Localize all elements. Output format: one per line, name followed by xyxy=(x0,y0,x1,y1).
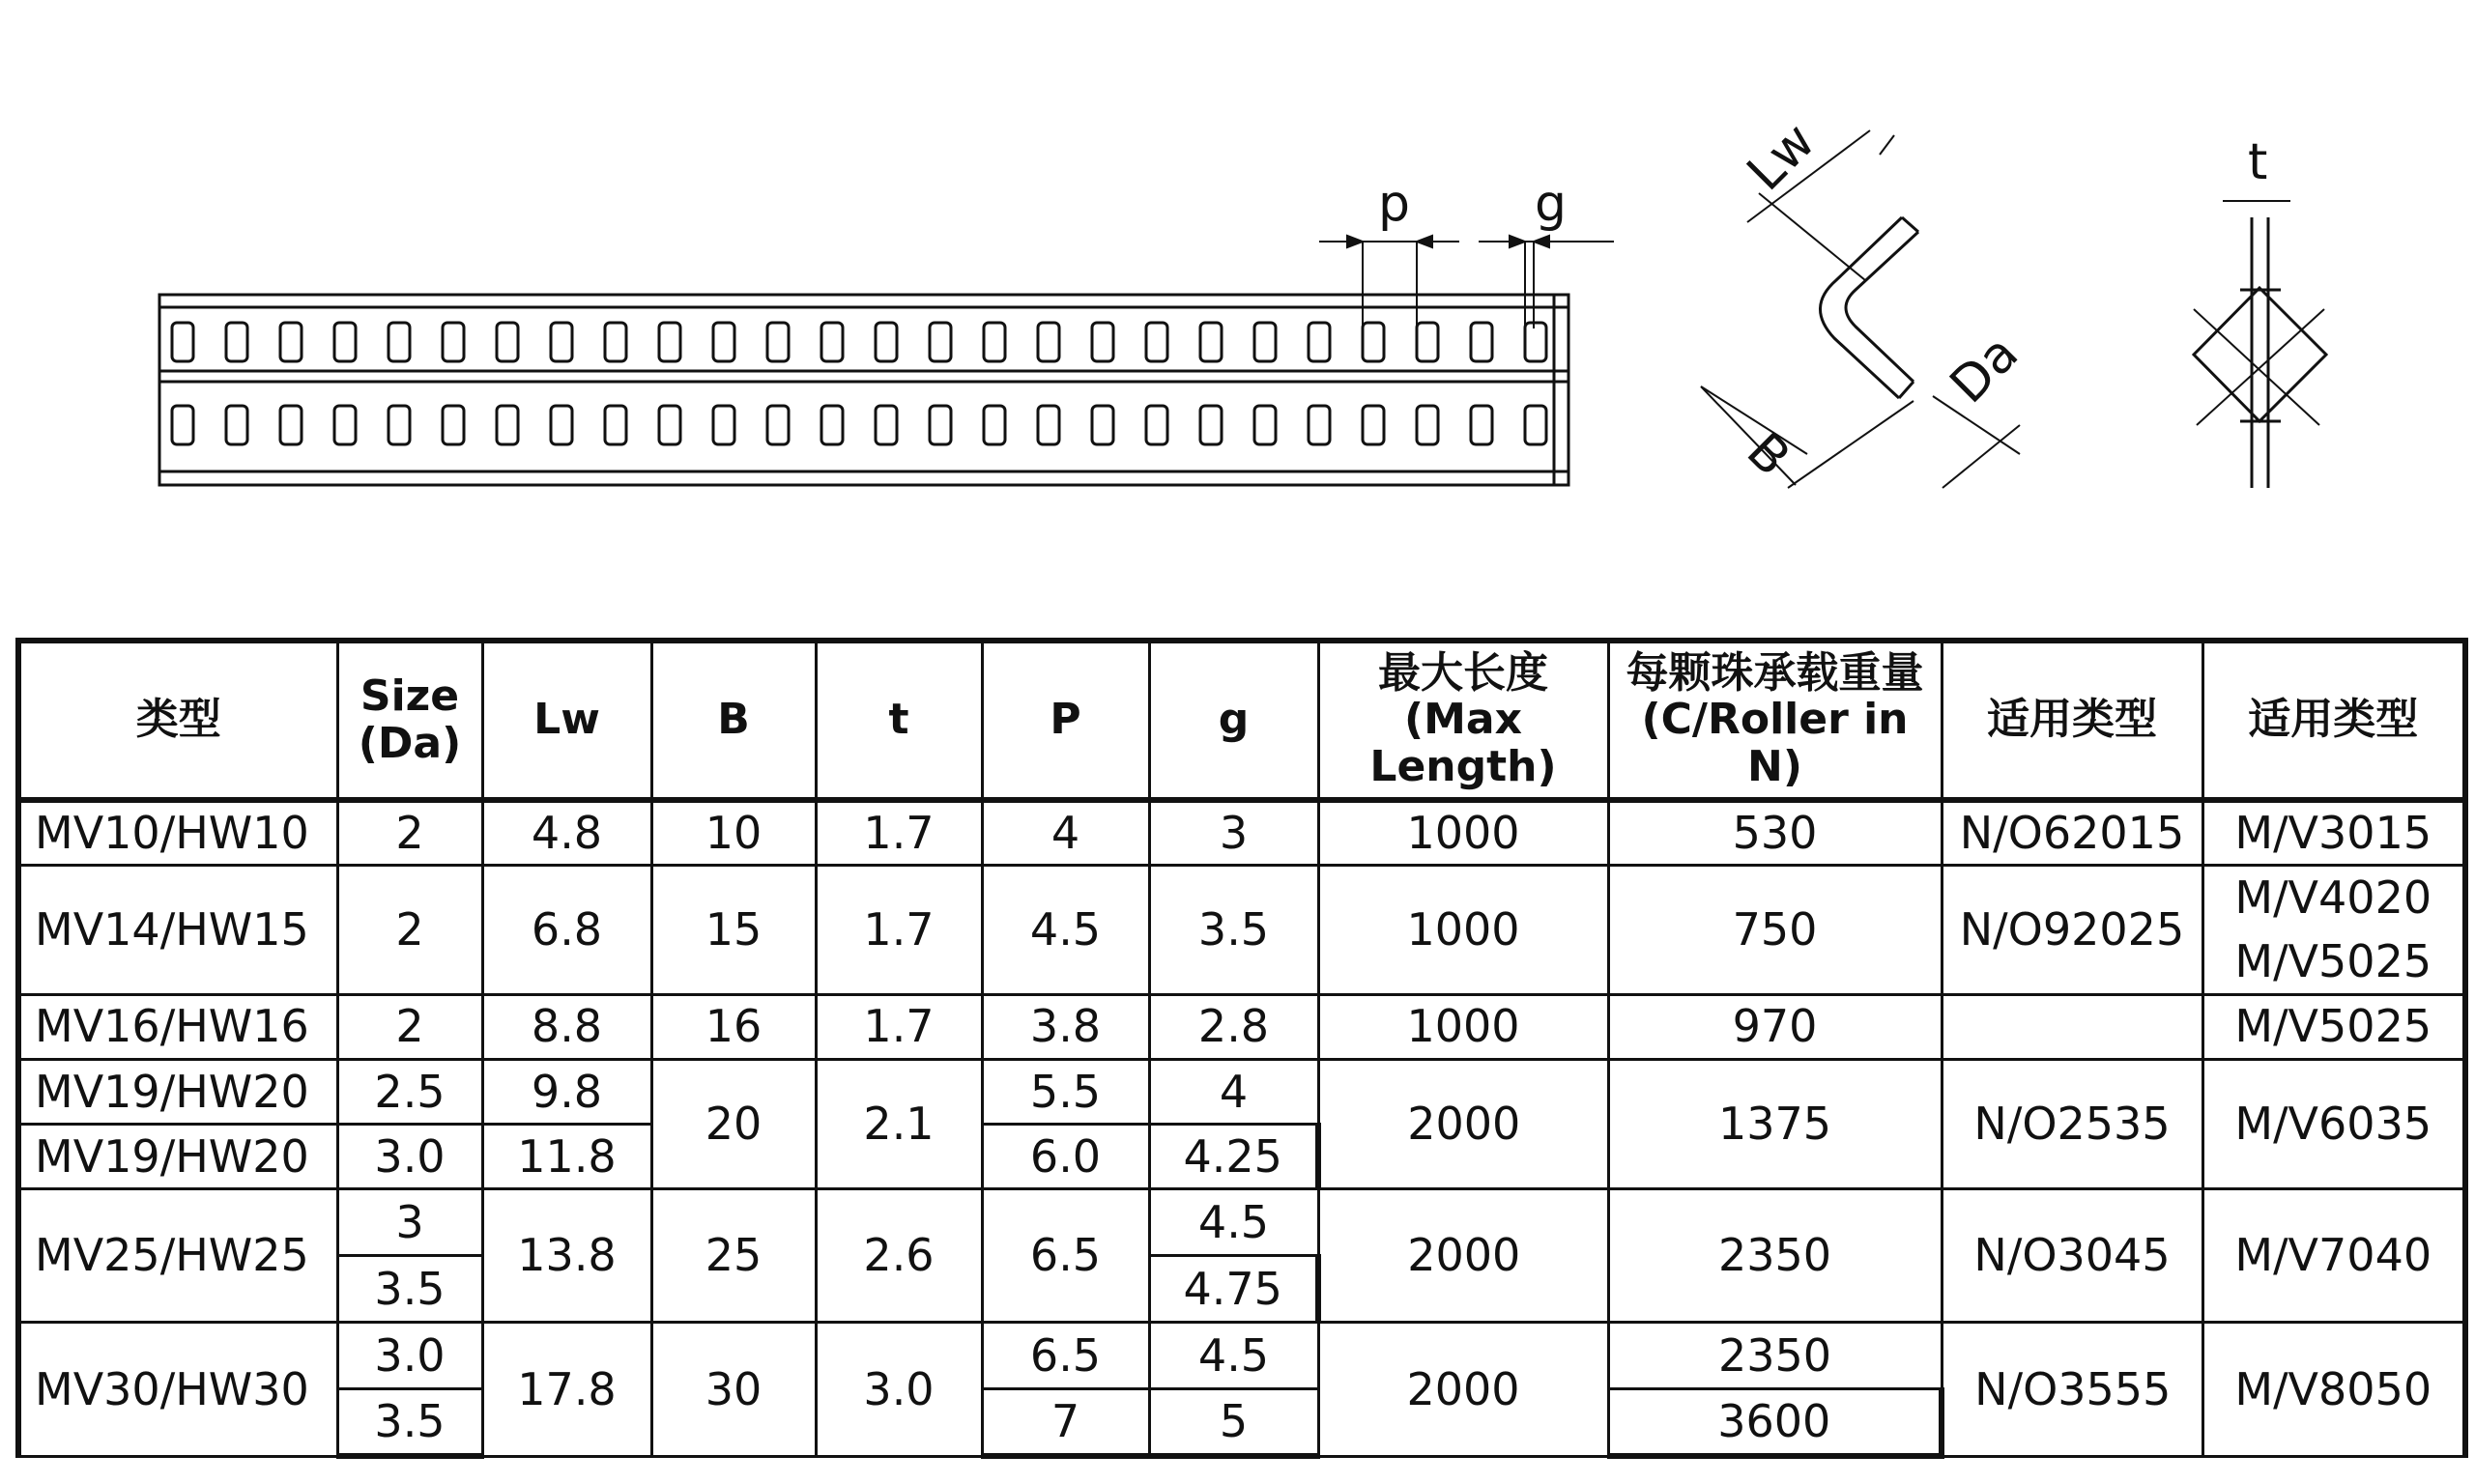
cell-size: 2 xyxy=(337,800,482,865)
dim-label-t: t xyxy=(2248,133,2268,191)
header-max-length-line1: 最大长度 xyxy=(1378,647,1548,698)
cell-p: 3.8 xyxy=(982,994,1149,1059)
header-applicable-1: 适用类型 xyxy=(1942,641,2202,800)
roller-slot xyxy=(1146,323,1167,361)
roller-slot xyxy=(1092,406,1113,444)
cell-load: 750 xyxy=(1608,865,1942,994)
roller-cage-strip xyxy=(159,295,1568,485)
cell-size: 2 xyxy=(337,994,482,1059)
roller-slot xyxy=(605,323,626,361)
roller-slot xyxy=(984,323,1005,361)
roller-slot xyxy=(551,406,572,444)
roller-slot xyxy=(334,323,356,361)
cell-g: 4 xyxy=(1149,1059,1318,1124)
cell-applicable-2: M/V7040 xyxy=(2202,1188,2465,1322)
cell-size: 2.5 xyxy=(337,1059,482,1124)
cell-t: 1.7 xyxy=(816,865,982,994)
cell-g: 2.8 xyxy=(1149,994,1318,1059)
cell-applicable-1 xyxy=(1942,994,2202,1059)
header-load xyxy=(1608,641,1942,800)
cell-p: 6.0 xyxy=(982,1124,1149,1188)
table-row xyxy=(18,994,2465,1059)
roller-slot xyxy=(1417,406,1438,444)
header-type: 类型 xyxy=(18,641,337,800)
roller-slot xyxy=(334,406,356,444)
roller-slot xyxy=(226,406,247,444)
roller-slot xyxy=(1471,406,1492,444)
cell-g: 4.5 xyxy=(1149,1188,1318,1255)
cell-b: 20 xyxy=(651,1059,816,1188)
cell-b: 16 xyxy=(651,994,816,1059)
header-lw: Lw xyxy=(482,641,651,800)
cell-t: 1.7 xyxy=(816,800,982,865)
cell-type: MV16/HW16 xyxy=(18,994,337,1059)
cell-p: 6.5 xyxy=(982,1188,1149,1322)
header-size-line2: (Da) xyxy=(358,718,462,768)
roller-slot xyxy=(605,406,626,444)
roller-slot xyxy=(226,323,247,361)
cell-type: MV30/HW30 xyxy=(18,1323,337,1456)
cell-g: 5 xyxy=(1149,1389,1318,1456)
header-g: g xyxy=(1149,641,1318,800)
cell-max-length: 2000 xyxy=(1318,1323,1608,1456)
cell-lw: 9.8 xyxy=(482,1059,651,1124)
roller-slot xyxy=(1363,323,1384,361)
cell-p: 6.5 xyxy=(982,1323,1149,1389)
cell-applicable-2b: M/V5025 xyxy=(2202,929,2465,994)
roller-slot xyxy=(1038,323,1059,361)
roller-slot xyxy=(1146,406,1167,444)
cell-t: 2.1 xyxy=(816,1059,982,1188)
cell-load: 2350 xyxy=(1608,1323,1942,1389)
header-size-line1: Size xyxy=(360,671,460,722)
roller-slot xyxy=(930,406,951,444)
roller-slot xyxy=(1525,406,1546,444)
spec-table xyxy=(15,638,2468,1459)
cell-lw: 6.8 xyxy=(482,865,651,994)
cell-load: 1375 xyxy=(1608,1059,1942,1188)
cell-max-length: 2000 xyxy=(1318,1188,1608,1322)
header-max-length-line2: (Max Length) xyxy=(1369,695,1557,791)
cell-applicable-2: M/V6035 xyxy=(2202,1059,2465,1188)
diagram-svg xyxy=(0,0,2475,618)
roller-slot xyxy=(659,406,680,444)
roller-slot xyxy=(876,406,897,444)
table-row xyxy=(18,800,2465,865)
roller-slot xyxy=(443,323,464,361)
table-row xyxy=(18,1059,2465,1124)
cell-b: 25 xyxy=(651,1188,816,1322)
roller-slot xyxy=(1200,323,1222,361)
roller-slot xyxy=(1309,323,1330,361)
cell-g: 4.75 xyxy=(1149,1256,1318,1323)
cell-applicable-2: M/V3015 xyxy=(2202,800,2465,865)
cell-p: 4.5 xyxy=(982,865,1149,994)
table-row xyxy=(18,1188,2465,1255)
dim-label-b: B xyxy=(1735,421,1801,488)
cell-b: 10 xyxy=(651,800,816,865)
roller-slot xyxy=(1038,406,1059,444)
roller-slot xyxy=(172,323,193,361)
cell-size: 3.0 xyxy=(337,1124,482,1188)
cell-max-length: 1000 xyxy=(1318,865,1608,994)
cell-type: MV25/HW25 xyxy=(18,1188,337,1322)
roller-slot xyxy=(172,406,193,444)
cell-lw: 4.8 xyxy=(482,800,651,865)
roller-slot xyxy=(821,323,843,361)
roller-slot xyxy=(280,406,302,444)
roller-slot xyxy=(713,406,734,444)
cell-load: 530 xyxy=(1608,800,1942,865)
header-t: t xyxy=(816,641,982,800)
cell-g: 4.25 xyxy=(1149,1124,1318,1188)
cell-type: MV19/HW20 xyxy=(18,1124,337,1188)
header-max-length xyxy=(1318,641,1608,800)
table-header-row xyxy=(18,641,2465,800)
roller-slot xyxy=(497,406,518,444)
cell-size: 3.5 xyxy=(337,1256,482,1323)
cell-t: 3.0 xyxy=(816,1323,982,1456)
header-p: P xyxy=(982,641,1149,800)
roller-slot xyxy=(1471,323,1492,361)
cell-max-length: 2000 xyxy=(1318,1059,1608,1188)
cell-b: 15 xyxy=(651,865,816,994)
cell-applicable-2: M/V5025 xyxy=(2202,994,2465,1059)
cell-max-length: 1000 xyxy=(1318,800,1608,865)
roller-slot xyxy=(1200,406,1222,444)
roller-slot xyxy=(876,323,897,361)
cell-lw: 8.8 xyxy=(482,994,651,1059)
technical-diagram xyxy=(0,0,2475,618)
header-applicable-2: 适用类型 xyxy=(2202,641,2465,800)
roller-slot xyxy=(443,406,464,444)
cell-applicable-1: N/O3555 xyxy=(1942,1323,2202,1456)
dim-label-p: p xyxy=(1378,175,1411,233)
cell-applicable-1: N/O92025 xyxy=(1942,865,2202,994)
cell-g: 4.5 xyxy=(1149,1323,1318,1389)
cell-applicable-2a: M/V4020 xyxy=(2202,865,2465,929)
roller-thickness-view xyxy=(2194,201,2326,488)
roller-slot xyxy=(984,406,1005,444)
roller-slot xyxy=(551,323,572,361)
roller-slot xyxy=(497,323,518,361)
cell-applicable-1: N/O62015 xyxy=(1942,800,2202,865)
cell-b: 30 xyxy=(651,1323,816,1456)
cell-size: 3.0 xyxy=(337,1323,482,1389)
roller-slot xyxy=(280,323,302,361)
cell-size: 2 xyxy=(337,865,482,994)
cell-p: 5.5 xyxy=(982,1059,1149,1124)
cell-g: 3 xyxy=(1149,800,1318,865)
cell-g: 3.5 xyxy=(1149,865,1318,994)
roller-slot xyxy=(659,323,680,361)
roller-profile-view xyxy=(1701,130,2020,488)
cell-t: 1.7 xyxy=(816,994,982,1059)
cell-lw: 13.8 xyxy=(482,1188,651,1322)
roller-slot xyxy=(1254,323,1276,361)
cell-load: 970 xyxy=(1608,994,1942,1059)
cell-type: MV14/HW15 xyxy=(18,865,337,994)
cell-applicable-1: N/O3045 xyxy=(1942,1188,2202,1322)
cell-p: 4 xyxy=(982,800,1149,865)
cell-applicable-2: M/V8050 xyxy=(2202,1323,2465,1456)
table-row xyxy=(18,865,2465,929)
roller-slot xyxy=(821,406,843,444)
roller-slot xyxy=(930,323,951,361)
roller-slot xyxy=(1363,406,1384,444)
cell-lw: 11.8 xyxy=(482,1124,651,1188)
header-b: B xyxy=(651,641,816,800)
cell-size: 3 xyxy=(337,1188,482,1255)
roller-slot xyxy=(1309,406,1330,444)
cell-type: MV10/HW10 xyxy=(18,800,337,865)
roller-slots-bottom xyxy=(172,406,1546,444)
roller-slot xyxy=(1092,323,1113,361)
roller-slot xyxy=(1525,323,1546,361)
header-size xyxy=(337,641,482,800)
header-load-line1: 每颗珠承载重量 xyxy=(1626,647,1924,698)
cell-applicable-1: N/O2535 xyxy=(1942,1059,2202,1188)
cell-load: 3600 xyxy=(1608,1389,1942,1456)
roller-slot xyxy=(389,406,410,444)
roller-slot xyxy=(767,406,789,444)
roller-slot xyxy=(1254,406,1276,444)
dim-label-g: g xyxy=(1535,175,1568,233)
cell-size: 3.5 xyxy=(337,1389,482,1456)
cell-max-length: 1000 xyxy=(1318,994,1608,1059)
table-row xyxy=(18,1323,2465,1389)
cell-load: 2350 xyxy=(1608,1188,1942,1322)
roller-slot xyxy=(389,323,410,361)
roller-slot xyxy=(1417,323,1438,361)
roller-slot xyxy=(713,323,734,361)
roller-slots-top xyxy=(172,323,1546,361)
cell-lw: 17.8 xyxy=(482,1323,651,1456)
cell-t: 2.6 xyxy=(816,1188,982,1322)
dim-label-lw: Lw xyxy=(1736,112,1827,203)
roller-slot xyxy=(767,323,789,361)
dim-label-da: Da xyxy=(1939,324,2030,415)
cell-p: 7 xyxy=(982,1389,1149,1456)
header-load-line2: (C/Roller in N) xyxy=(1641,695,1909,791)
cell-type: MV19/HW20 xyxy=(18,1059,337,1124)
